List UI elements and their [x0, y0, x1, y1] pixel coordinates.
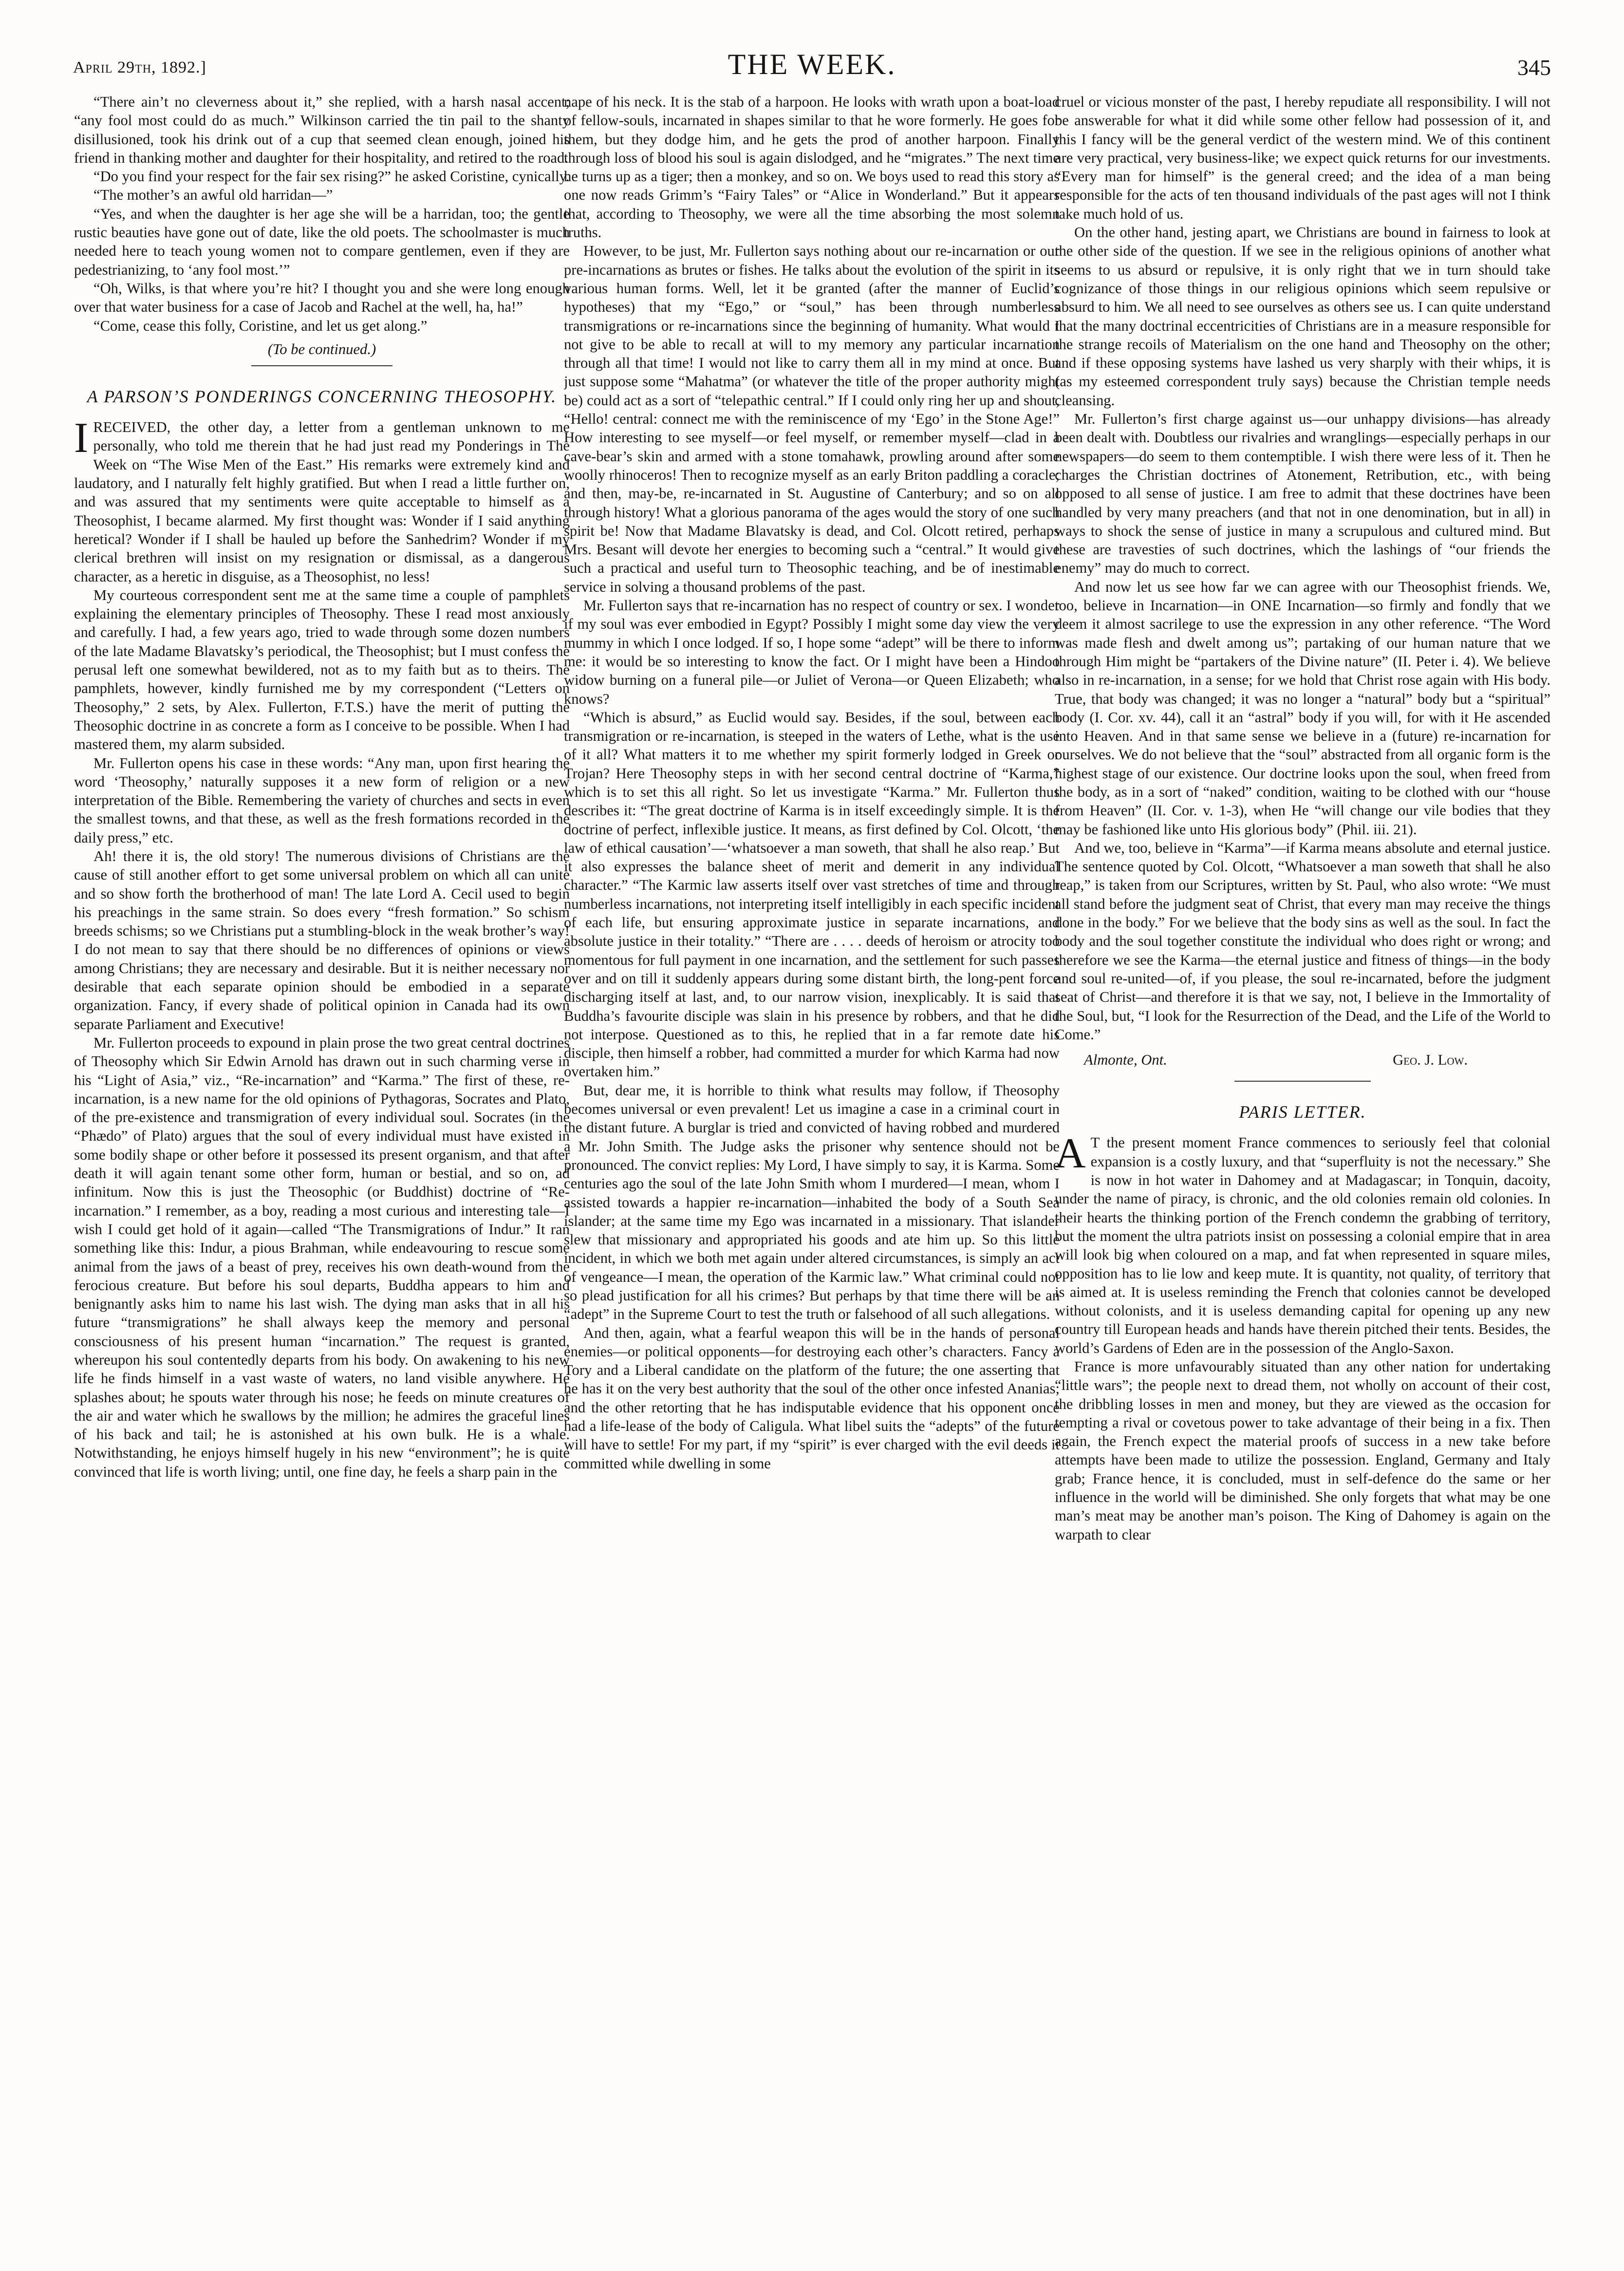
drop-cap: A	[1055, 1130, 1086, 1178]
page-number: 345	[1517, 55, 1551, 80]
paragraph: “Come, cease this folly, Coristine, and let us get along.”	[93, 317, 428, 334]
paragraph: Mr. Fullerton says that re-incarnation has no respect of country or sex. I wonder if my soul was ever embodied in Egypt? Possibly I might some day view the very mummy in which I once lodged. If so, I hope some “adept” will be there to inform me: it would be so interesting to know the fact. Or I might have been a Hindoo widow burning on a funeral pile—or Juliet of Verona—or Queen Elizabeth; who knows?	[564, 597, 1060, 707]
column-1	[74, 93, 570, 2245]
paragraph: “Do you find your respect for the fair sex rising?” he asked Coristine, cynically.	[93, 168, 570, 185]
column-2	[564, 93, 1060, 2245]
paragraph: And now let us see how far we can agree with our Theosophist friends. We, too, believe in Incarnation—in ONE Incarnation—so firmly and fondly that we deem it almost sacrilege to use the expression in any other reference. “The Word was made flesh and dwelt among us”; partaking of our human nature that we through Him might be “partakers of the Divine nature” (II. Peter i. 4). We believe also in re-incarnation, in a sense; for we hold that Christ rose again with His body. True, that body was changed; it was no longer a “natural” body but a “spiritual” body (I. Cor. xv. 44), call it an “astral” body if you will, for with it He ascended into Heaven. And in that same sense we believe in a (future) re-incarnation for ourselves. We do not believe that the “soul” abstracted from all organic form is the highest stage of our existence. Our doctrine looks upon the soul, when freed from the body, as in a sort of “naked” condition, waiting to be clothed with our “house from Heaven” (II. Cor. v. 1-3), when He “will change our vile bodies that they may be fashioned like unto His glorious body” (Phil. iii. 21).	[1055, 578, 1550, 838]
paragraph: France is more unfavourably situated than any other nation for undertaking “little wars”; the people next to dread them, not wholly on account of their cost, the dribbling losses in men and money, but they are viewed as the occasion for tempting a rival or covetous power to take advantage of their being in a fix. Then again, the French expect the material proofs of success in a new take before attempts have been made to utilize the possession. England, Germany and Italy grab; France hence, it is concluded, must in self-defence do the same or her influence in the world will be diminished. She only forgets that what may be one man’s meat may be another man’s poison. The King of Dahomey is again on the warpath to clear	[1055, 1358, 1550, 1543]
article-heading: A PARSON’S PONDERINGS CONCERNING THEOSOPHY.	[87, 387, 557, 407]
paragraph: “Oh, Wilks, is that where you’re hit? I thought you and she were long enough over that water business for a case of Jacob and Rachel at the well, ha, ha!”	[74, 280, 570, 316]
signature	[1055, 1051, 1550, 1069]
paragraph: “Which is absurd,” as Euclid would say. Besides, if the soul, between each transmigration or re-incarnation, is steeped in the waters of Lethe, what is the use of it all? What matters it to me whether my spirit formerly lodged in Greek or Trojan? Here Theosophy steps in with her second central doctrine of “Karma,” which is to set this all right. So let us investigate “Karma.” Mr. Fullerton thus describes it: “The great doctrine of Karma is in itself exceedingly simple. It is the doctrine of perfect, inflexible justice. It means, as first defined by Col. Olcott, ‘the law of ethical causation’—‘whatsoever a man soweth, that shall he also reap.’ But it also expresses the balance sheet of merit and demerit in any individual character.” “The Karmic law asserts itself over vast stretches of time and through numberless incarnations, not interpreting itself intelligibly in each specific incident of each life, but ensuring approximate justice in separate incarnations, and absolute justice in their totality.” “There are . . . . deeds of heroism or atrocity too momentous for full payment in one incarnation, and the settlement for such passes over and on till it suddenly appears during some distant birth, the long-pent force discharging itself at last, and, to our narrow vision, inexplicably. It is said that Buddha’s favourite disciple was slain in his presence by robbers, and that he did not interpose. Questioned as to this, he replied that in a far remote date his disciple, then himself a robber, had committed a murder for which Karma had now overtaken him.”	[564, 709, 1060, 1080]
to-be-continued: (To be continued.)	[267, 340, 376, 357]
paragraph: On the other hand, jesting apart, we Christians are bound in fairness to look at the other side of the question. If we see in the religious opinions of another what seems to us absurd or repulsive, it is only right that we in turn should take cognizance of those things in our religious opinions which seem repulsive or absurd to him. We all need to see ourselves as others see us. I can quite understand that the many doctrinal eccentricities of Christians are in a measure responsible for the strange recoils of Materialism on the one hand and Theosophy on the other; and if these opposing systems have lashed us very sharply with their whips, it is (as my esteemed correspondent truly says) because the Christian temple needs cleansing.	[1055, 224, 1550, 409]
signature-name: Geo. J. Low.	[1393, 1051, 1468, 1069]
section-divider	[1234, 1081, 1371, 1082]
paragraph: T the present moment France commences to seriously feel that colonial expansion is a costly luxury, and that “superfluity is not the necessary.” She is now in hot water in Dahomey and at Madagascar; in Tonquin, dacoity, under the name of piracy, is chronic, and the old colonies remain old colonies. In their hearts the thinking portion of the French condemn the grabbing of territory, but the moment the ultra patriots insist on possessing a colonial empire that in area will look big when coloured on a map, and fat when represented in square miles, opposition has to lie low and keep mute. It is quantity, not quality, of territory that is aimed at. It is useless reminding the French that colonies cannot be developed without colonists, and it is useless demanding capital for opening up any new country till European heads and hands have therein pitched their tents. Besides, the world’s Gardens of Eden are in the possession of the Anglo-Saxon.	[1055, 1134, 1550, 1356]
paragraph: “The mother’s an awful old harridan—”	[93, 187, 333, 204]
signature-place: Almonte, Ont.	[1084, 1051, 1167, 1069]
section-divider	[251, 365, 392, 366]
column-3	[1055, 93, 1550, 2245]
story-continuation	[74, 93, 570, 358]
article-heading: PARIS LETTER.	[1239, 1102, 1366, 1122]
publication-title: THE WEEK.	[728, 48, 896, 80]
paragraph: “There ain’t no cleverness about it,” she replied, with a harsh nasal accent; “any fool most could do as much.” Wilkinson carried the tin pail to the shanty disillusioned, took his drink out of a cup that seemed clean enough, joined his friend in thanking mother and daughter for their hospitality, and retired to the road.	[74, 94, 570, 166]
page-header	[73, 48, 1551, 82]
paragraph: RECEIVED, the other day, a letter from a gentleman unknown to me personally, who told me therein that he had just read my Ponderings in The Week on “The Wise Men of the East.” His remarks were extremely kind and laudatory, and I naturally felt highly gratified. But when I read a little further on, and was assured that my sentiments were quite acceptable to himself as a Theosophist, I became alarmed. My first thought was: Wonder if I said anything heretical? Wonder if I shall be hauled up before the Sanhedrim? Wonder if my clerical brethren will insist on my resignation or dismissal, as a dangerous character, as a heretic in disguise, as a Theosophist, no less!	[74, 419, 570, 585]
paragraph: My courteous correspondent sent me at the same time a couple of pamphlets explaining the elementary principles of Theosophy. These I read most anxiously and carefully. I had, a few years ago, tried to wade through some dozen numbers of the late Madame Blavatsky’s periodical, the Theosophist; but I must confess the perusal left one somewhat bewildered, not as to my faith but as to theirs. The pamphlets, however, kindly furnished me by my correspondent (“Letters on Theosophy,” 2 sets, by Alex. Fullerton, F.T.S.) have the merit of putting the Theosophic doctrine in as concrete a form as I conceive to be possible. When I had mastered them, my alarm subsided.	[74, 586, 570, 753]
paragraph: Mr. Fullerton opens his case in these words: “Any man, upon first hearing the word ‘Theosophy,’ naturally supposes it a new form of religion or a new interpretation of the Bible. Remembering the variety of churches and sects in even the smallest towns, and that these, as well as the fresh formations recorded in the daily press,” etc.	[74, 754, 570, 846]
paragraph: “Yes, and when the daughter is her age she will be a harridan, too; the gentle rustic beauties have gone out of date, like the old poets. The schoolmaster is much needed here to teach young women not to compare gentlemen, even if they are pedestrianizing, to ‘any fool most.’”	[74, 205, 570, 278]
paragraph: But, dear me, it is horrible to think what results may follow, if Theosophy becomes universal or even prevalent! Let us imagine a case in a criminal court in the distant future. A burglar is tried and convicted of having robbed and murdered a Mr. John Smith. The Judge asks the prisoner why sentence should not be pronounced. The convict replies: My Lord, I have simply to say, it is Karma. Some centuries ago the soul of the late John Smith whom I murdered—I mean, whom I assisted towards a happier re-incarnation—inhabited the body of a South Sea islander; at the same time my Ego was incarnated in a missionary. That islander slew that missionary and appropriated his goods and ate him up. So this little incident, in which we both met again under altered circumstances, is simply an act of vengeance—I mean, the operation of the Karmic law.” What criminal could not so plead justification for all his crimes? But perhaps by that time there will be an “adept” in the Supreme Court to test the truth or falsehood of all such allegations.	[564, 1082, 1060, 1323]
issue-date: April 29th, 1892.]	[73, 58, 206, 76]
paragraph: nape of his neck. It is the stab of a harpoon. He looks with wrath upon a boat-load of fellow-souls, incarnated in shapes similar to that he wore formerly. He goes for them, but they dodge him, and he gets the prod of another harpoon. Finally through loss of blood his soul is again dislodged, and he “migrates.” The next time he turns up as a tiger; then a monkey, and so on. We boys used to read this story as one now reads Grimm’s “Fairy Tales” or “Alice in Wonderland.” But it appears that, according to Theosophy, we were all the time absorbing the most solemn truths.	[564, 94, 1060, 241]
paragraph: And we, too, believe in “Karma”—if Karma means absolute and eternal justice. The sentence quoted by Col. Olcott, “Whatsoever a man soweth that shall he also reap,” is taken from our Scriptures, written by St. Paul, who also wrote: “We must all stand before the judgment seat of Christ, that every man may receive the things done in the body.” For we believe that the body sins as well as the soul. In fact the body and the soul together constitute the individual who does right or wrong; and therefore we see the Karma—the eternal justice and fitness of things—in the body and soul re-united—of, if you please, the soul re-incarnated, before the judgment seat of Christ—and therefore it is that we say, not, I believe in the Immortality of the Soul, but, “I look for the Resurrection of the Dead, and the Life of the World to Come.”	[1055, 839, 1550, 1043]
paragraph: cruel or vicious monster of the past, I hereby repudiate all responsibility. I will not be answerable for what it did while some other fellow had possession of it, and this I fancy will be the general verdict of the western mind. We of this continent are very practical, very business-like; we expect quick returns for our investments. “Every man for himself” is the general creed; and the idea of a man being responsible for the acts of ten thousand individuals of the past ages will not I think take much hold of us.	[1055, 94, 1550, 222]
paragraph: However, to be just, Mr. Fullerton says nothing about our re-incarnation or our pre-incarnations as brutes or fishes. He talks about the evolution of the spirit in its various human forms. Well, let it be granted (after the manner of Euclid’s hypotheses) that my “Ego,” or “soul,” has been through numberless transmigrations or re-incarnations since the beginning of humanity. What would I not give to be able to recall at will to my memory any particular incarnation through all that time! I would not like to carry them all in my mind at once. But just suppose some “Mahatma” (or whatever the title of the proper authority might be) could act as a sort of “telepathic central.” If I could only ring her up and shout, “Hello! central: connect me with the reminiscence of my ‘Ego’ in the Stone Age!” How interesting to see myself—or feel myself, or remember myself—clad in a cave-bear’s skin and armed with a stone tomahawk, prowling around after some woolly rhinoceros! Then to recognize myself as an early Briton paddling a coracle; and then, may-be, re-incarnated in St. Augustine of Canterbury; and so on all through history! What a glorious panorama of the ages would the story of one such spirit be! Now that Madame Blavatsky is dead, and Col. Olcott retired, perhaps Mrs. Besant will devote her energies to becoming such a “central.” It would give such a practical and useful turn to Theosophic teaching, and be of inestimable service in solving a thousand problems of the past.	[564, 243, 1060, 595]
paragraph: Mr. Fullerton’s first charge against us—our unhappy divisions—has already been dealt with. Doubtless our rivalries and wranglings—especially perhaps in our newspapers—do seem to them contemptible. I wish there were less of it. Then he charges the Christian doctrines of Atonement, Retribution, etc., with being opposed to all sense of justice. I am free to admit that these doctrines have been handled by very many preachers (and that not in one denomination, but in all) in ways to shock the sense of justice in many a scrupulous and cultured mind. But these are travesties of such doctrines, which the lashings of “our friends the enemy” may do much to correct.	[1055, 411, 1550, 577]
paragraph: And then, again, what a fearful weapon this will be in the hands of personal enemies—or political opponents—for destroying each other’s characters. Fancy a Tory and a Liberal candidate on the platform of the future; the one asserting that he has it on the very best authority that the soul of the other once infested Ananias; and the other retorting that he has indisputable evidence that his opponent once had a life-lease of the body of Caligula. What libel suits the “adepts” of the future will have to settle! For my part, if my “spirit” is ever charged with the evil deeds it committed while dwelling in some	[564, 1324, 1060, 1472]
paragraph: Mr. Fullerton proceeds to expound in plain prose the two great central doctrines of Theosophy which Sir Edwin Arnold has drawn out in such charming verse in his “Light of Asia,” viz., “Re-incarnation” and “Karma.” The first of these, re-incarnation, is a new name for the old opinions of Pythagoras, Socrates and Plato, of the pre-existence and transmigration of every individual soul. Socrates (in the “Phædo” of Plato) argues that the soul of every individual must have existed in some bodily shape or other before it possessed its present organism, and that after death it will again tenant some other form, human or bestial, and so on, ad infinitum. Now this is just the Theosophic (or Buddhist) doctrine of “Re-incarnation.” I remember, as a boy, reading a most curious and interesting tale—I wish I could get hold of it again—called “The Transmigrations of Indur.” It ran something like this: Indur, a pious Brahman, while endeavouring to rescue some animal from the jaws of a beast of prey, receives his own death-wound from the ferocious creature. But before his soul departs, Buddha appears to him and benignantly asks him to name his last wish. The dying man asks that in all his future “transmigrations” he shall always keep the memory and personal consciousness of his present human “incarnation.” The request is granted, whereupon his soul contentedly departs from his body. On awakening to his new life he finds himself in a vast waste of waters, no land visible anywhere. He splashes about; he spouts water through his nose; he feeds on minute creatures of the air and water which he swallows by the million; he admires the graceful lines of his back and tail; he is astonished at his own bulk. He is a whale. Notwithstanding, he enjoys himself hugely in his new “environment”; he is quite convinced that life is worth living; until, one fine day, he feels a sharp pain in the	[74, 1034, 570, 1480]
drop-cap: I	[74, 414, 89, 462]
article-body	[74, 414, 570, 1481]
paragraph: Ah! there it is, the old story! The numerous divisions of Christians are the cause of still another effort to get some universal problem on which all can unite and so show forth the brotherhood of man! The late Lord A. Cecil used to begin his preachings in the same strain. So does every “fresh formation.” So schism breeds schisms; so we Christians put a stumbling-block in the weak brother’s way! I do not mean to say that there should be no differences of opinions or views among Christians; they are necessary and desirable. But it is neither necessary nor desirable that each separate opinion should be embodied in a separate organization. Fancy, if every shade of political opinion in Canada had its own separate Parliament and Executive!	[74, 847, 570, 1032]
